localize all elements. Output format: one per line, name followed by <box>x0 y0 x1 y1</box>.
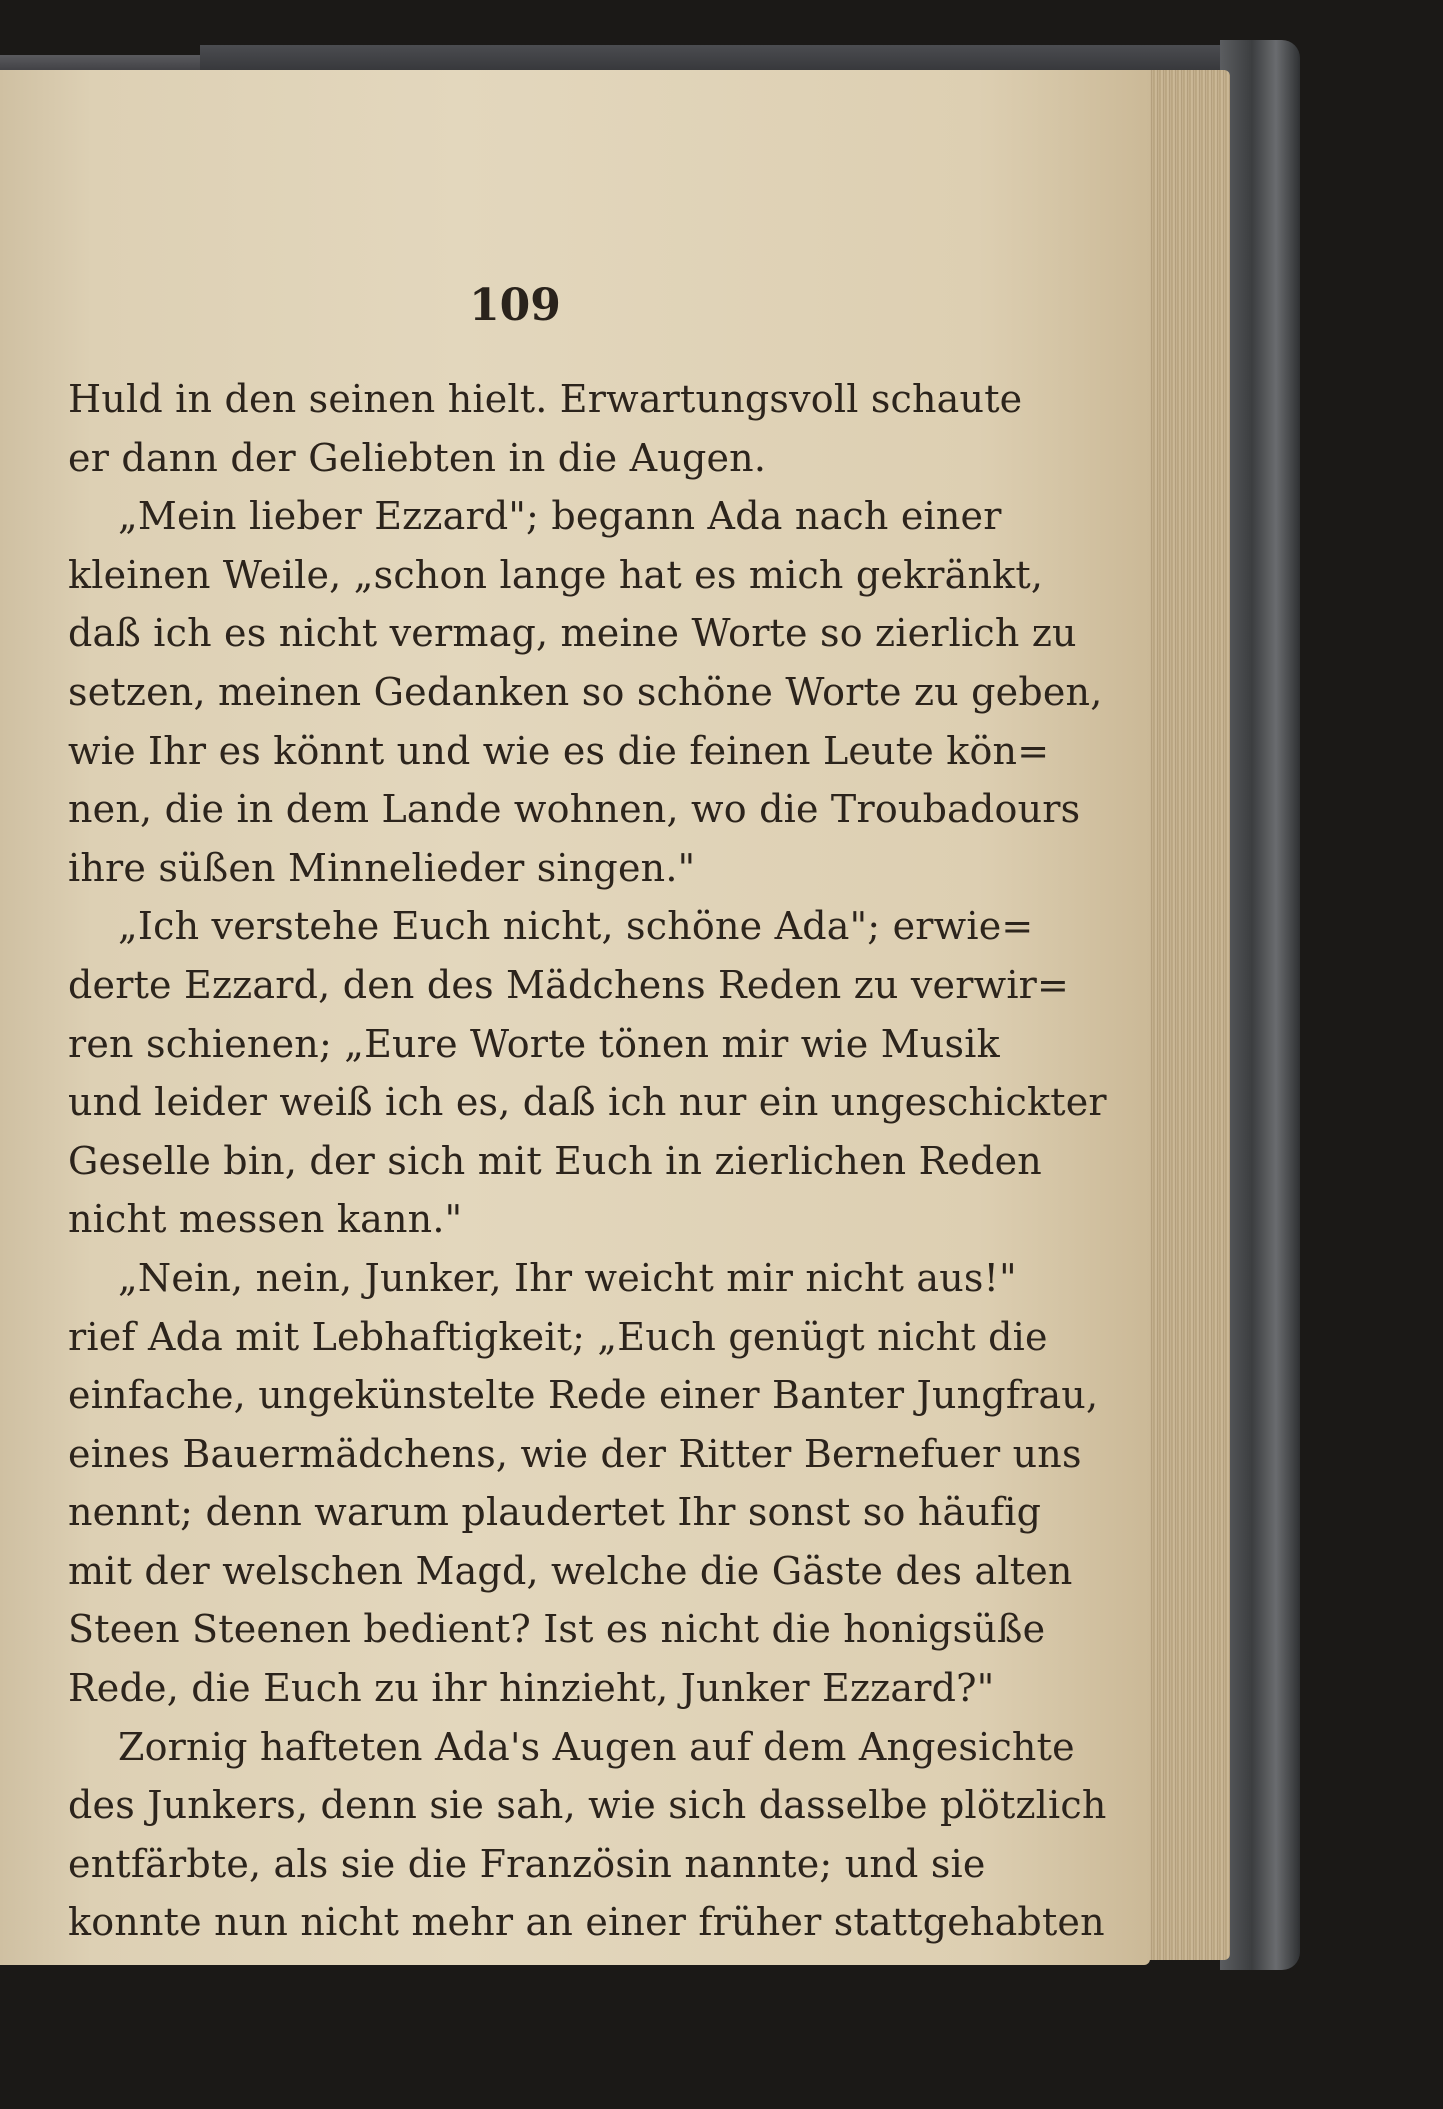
page-number: 109 <box>469 280 561 331</box>
text-line: kleinen Weile, „schon lange hat es mich gekränkt, <box>68 552 1044 597</box>
text-line: konnte nun nicht mehr an einer früher stattgehabten <box>68 1900 1105 1945</box>
text-line: ren schienen; „Eure Worte tönen mir wie Musik <box>68 1021 1000 1066</box>
book-cover-spine <box>1220 40 1300 1970</box>
text-line: entfärbte, als sie die Französin nannte; und sie <box>68 1841 986 1886</box>
text-line: derte Ezzard, den des Mädchens Reden zu verwir= <box>68 962 1070 1007</box>
text-line: „Ich verstehe Euch nicht, schöne Ada"; erwie= <box>118 904 1034 949</box>
text-line: einfache, ungekünstelte Rede einer Banter Jungfrau, <box>68 1373 1099 1418</box>
text-line: „Nein, nein, Junker, Ihr weicht mir nicht aus!" <box>118 1255 1017 1300</box>
text-line: Zornig hafteten Ada's Augen auf dem Angesichte <box>118 1724 1075 1769</box>
text-line: ihre süßen Minnelieder singen." <box>68 845 696 890</box>
text-line: er dann der Geliebten in die Augen. <box>68 435 767 480</box>
text-line: Huld in den seinen hielt. Erwartungsvoll schaute <box>68 377 1023 421</box>
text-line: nicht messen kann." <box>68 1197 463 1242</box>
text-line: eines Bauermädchens, wie der Ritter Bernefuer uns <box>68 1431 1082 1476</box>
text-line: Geselle bin, der sich mit Euch in zierlichen Reden <box>68 1138 1042 1183</box>
book-page <box>0 70 1150 1965</box>
text-line: „Mein lieber Ezzard"; begann Ada nach einer <box>118 494 1002 539</box>
text-line: nen, die in dem Lande wohnen, wo die Troubadours <box>68 787 1081 832</box>
page-text-block <box>68 370 1107 1952</box>
text-line: mit der welschen Magd, welche die Gäste des alten <box>68 1548 1073 1593</box>
text-line: Steen Steenen bedient? Ist es nicht die honigsüße <box>68 1607 1046 1652</box>
text-line: daß ich es nicht vermag, meine Worte so zierlich zu <box>68 611 1077 656</box>
text-line: rief Ada mit Lebhaftigkeit; „Euch genügt nicht die <box>68 1314 1048 1359</box>
text-line: und leider weiß ich es, daß ich nur ein ungeschickter <box>68 1080 1107 1125</box>
text-line: des Junkers, denn sie sah, wie sich dasselbe plötzlich <box>68 1783 1107 1828</box>
text-line: nennt; denn warum plaudertet Ihr sonst so häufig <box>68 1490 1042 1535</box>
page-block-edges <box>1140 70 1230 1960</box>
text-line: setzen, meinen Gedanken so schöne Worte zu geben, <box>68 669 1103 714</box>
text-line: Rede, die Euch zu ihr hinzieht, Junker Ezzard?" <box>68 1666 995 1711</box>
text-line: wie Ihr es könnt und wie es die feinen Leute kön= <box>68 728 1050 773</box>
